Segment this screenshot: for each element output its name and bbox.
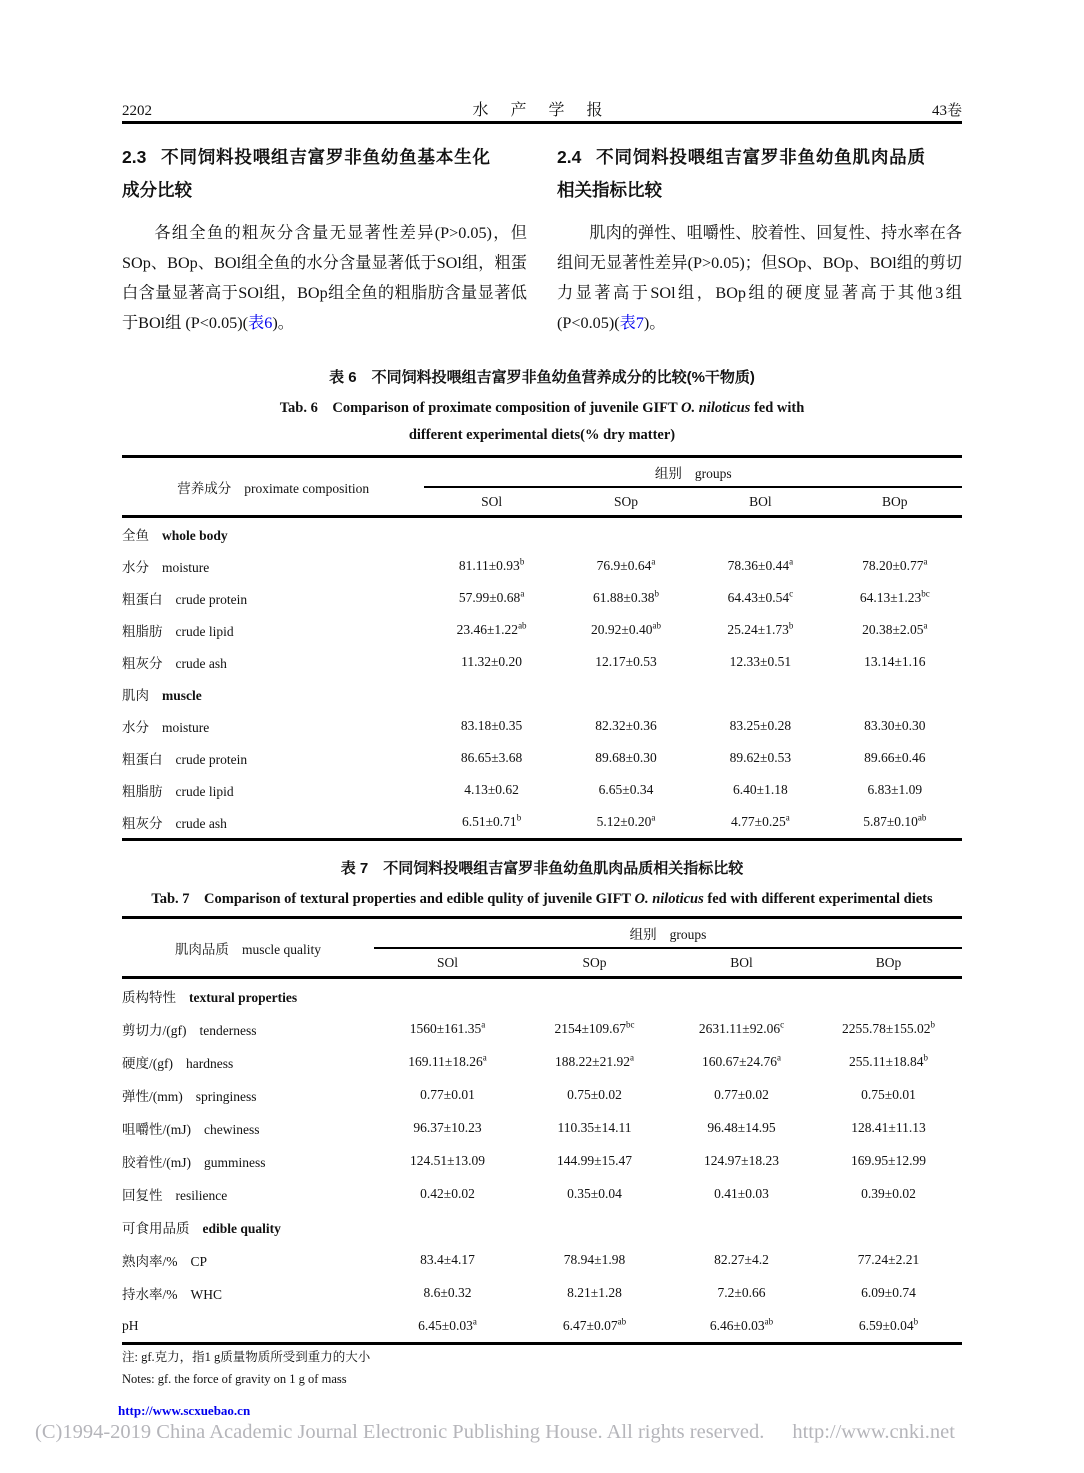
row-label-cell <box>122 710 424 742</box>
section-number: 2.4 <box>557 147 582 167</box>
journal-title: 水 产 学 报 <box>472 102 612 119</box>
significance-superscript: b <box>519 556 525 567</box>
value-cell: 0.41±0.03 <box>714 1185 769 1201</box>
label-en: crude lipid <box>175 624 234 639</box>
groups-zh: 组别 <box>629 927 657 942</box>
groups-en: groups <box>694 466 732 481</box>
table6-caption <box>122 366 962 449</box>
caption-text: fed with different experimental diets <box>703 891 933 907</box>
row-label-cell <box>122 1045 374 1078</box>
significance-superscript: bc <box>626 1019 635 1029</box>
label-en: CP <box>190 1253 208 1269</box>
groups-zh: 组别 <box>654 466 682 481</box>
value-cell: 78.94±1.98 <box>563 1251 626 1267</box>
section-title: 不同饲料投喂组吉富罗非鱼幼鱼肌肉品质相关指标比较 <box>557 147 925 200</box>
label-zh: 水分 <box>122 560 149 575</box>
table6-proximate-composition <box>122 455 962 841</box>
cnki-link: http://www.cnki.net <box>792 1421 955 1443</box>
value-cell: 188.22±21.92$^a$ <box>555 1052 634 1069</box>
row-label-cell <box>122 550 424 582</box>
label-en: resilience <box>175 1187 228 1203</box>
value-cell: 8.21±1.28 <box>567 1284 622 1300</box>
label-en: WHC <box>190 1286 222 1302</box>
section-title: 不同饲料投喂组吉富罗非鱼幼鱼基本生化成分比较 <box>122 147 490 200</box>
significance-superscript: b <box>923 1052 928 1062</box>
value-cell: 96.37±10.23 <box>413 1119 482 1135</box>
caption-text: Tab. 6 Comparison of proximate composition of juvenile GIFT <box>279 400 682 416</box>
section-heading-2-3 <box>122 141 490 207</box>
label-en: gumminess <box>204 1154 266 1170</box>
table6-caption-en-line2: different experimental diets(% dry matter) <box>408 427 676 443</box>
journal-site-link[interactable]: http://www.scxuebao.cn <box>118 1403 251 1418</box>
table-row <box>122 1276 962 1309</box>
significance-superscript: a <box>651 812 656 823</box>
value-cell: 57.99±0.68$^a$ <box>458 588 525 605</box>
header-rule <box>122 121 962 124</box>
label-en: moisture <box>162 560 210 575</box>
value-cell: 11.32±0.20 <box>461 654 523 669</box>
section-label-cell <box>122 678 962 710</box>
table6-label-header <box>122 457 424 517</box>
value-cell: 83.18±0.35 <box>460 718 523 733</box>
value-cell: 77.24±2.21 <box>857 1251 920 1267</box>
table-row <box>122 710 962 742</box>
row-label-cell <box>122 582 424 614</box>
table-section-row <box>122 1210 962 1243</box>
value-cell: 0.77±0.02 <box>714 1086 769 1102</box>
paragraph-2-4 <box>557 218 962 338</box>
right-column <box>557 141 962 338</box>
column-header-sop: SOp <box>559 487 693 517</box>
value-cell: 6.65±0.34 <box>598 782 654 797</box>
label-zh: 剪切力/(gf) <box>122 1022 187 1038</box>
value-cell: 6.59±0.04$^b$ <box>858 1316 919 1333</box>
value-cell: 4.13±0.62 <box>464 782 519 797</box>
label-en: crude ash <box>175 656 227 671</box>
value-cell: 64.13±1.23$^{bc}$ <box>859 588 930 605</box>
running-head <box>122 97 962 120</box>
row-label-cell <box>122 742 424 774</box>
label-zh: 粗蛋白 <box>122 752 163 767</box>
significance-superscript: a <box>776 1052 781 1062</box>
value-cell: 12.17±0.53 <box>595 654 657 669</box>
value-cell: 64.43±0.54$^c$ <box>727 588 794 605</box>
paragraph-text: )。 <box>643 314 666 332</box>
significance-superscript: ab <box>764 1316 774 1326</box>
table7-group-header-row <box>122 918 962 949</box>
significance-superscript: b <box>516 812 522 823</box>
table7-notes <box>122 1346 962 1390</box>
table7-caption-en <box>122 886 962 913</box>
value-cell: 5.87±0.10$^{ab}$ <box>863 812 927 829</box>
significance-superscript: a <box>482 1052 487 1062</box>
paragraph-text: )。 <box>272 314 294 332</box>
table-row <box>122 614 962 646</box>
table-row <box>122 1111 962 1144</box>
value-cell: 76.9±0.64$^a$ <box>596 556 656 573</box>
table-row <box>122 646 962 678</box>
value-cell: 6.09±0.74 <box>861 1284 916 1300</box>
table-row <box>122 550 962 582</box>
value-cell: 5.12±0.20$^a$ <box>596 812 656 829</box>
note-zh: 注: gf.克力，指1 g质量物质所受到重力的大小 <box>122 1350 371 1364</box>
table-row <box>122 582 962 614</box>
label-zh: 熟肉率/% <box>122 1253 178 1269</box>
value-cell: 124.51±13.09 <box>410 1152 485 1168</box>
label-zh: 硬度/(gf) <box>122 1055 173 1071</box>
value-cell: 0.35±0.04 <box>567 1185 622 1201</box>
value-cell: 83.25±0.28 <box>729 718 792 733</box>
label-zh: 弹性/(mm) <box>122 1088 183 1104</box>
label-zh: 咀嚼性/(mJ) <box>122 1121 191 1137</box>
label-zh: 肌肉品质 <box>174 941 229 957</box>
row-label-cell <box>122 646 424 678</box>
value-cell: 89.68±0.30 <box>595 750 657 765</box>
table7-caption <box>122 857 962 913</box>
label-zh: 全鱼 <box>122 528 149 543</box>
label-zh: pH <box>122 1317 139 1333</box>
value-cell: 0.75±0.02 <box>567 1086 622 1102</box>
left-column <box>122 141 527 338</box>
copyright-watermark <box>35 1421 1075 1444</box>
table7-caption-zh: 表 7 不同饲料投喂组吉富罗非鱼幼鱼肌肉品质相关指标比较 <box>340 860 744 877</box>
value-cell: 23.46±1.22$^{ab}$ <box>456 620 527 637</box>
table6-body <box>122 517 962 840</box>
row-label-cell <box>122 774 424 806</box>
value-cell: 6.47±0.07$^{ab}$ <box>562 1316 627 1333</box>
significance-superscript: a <box>520 588 525 599</box>
column-header-sol: SOl <box>374 948 521 978</box>
significance-superscript: ab <box>518 620 527 631</box>
label-en: textural properties <box>189 989 298 1005</box>
label-zh: 粗灰分 <box>122 816 163 831</box>
section-label-cell <box>122 978 962 1013</box>
label-en: muscle <box>162 688 202 703</box>
label-en: crude lipid <box>175 784 234 799</box>
value-cell: 2154±109.67$^{bc}$ <box>554 1019 635 1036</box>
value-cell: 6.40±1.18 <box>733 782 788 797</box>
label-en: tenderness <box>199 1022 257 1038</box>
value-cell: 83.4±4.17 <box>420 1251 475 1267</box>
table-section-row <box>122 678 962 710</box>
table7-link[interactable]: 表7 <box>619 314 644 332</box>
value-cell: 144.99±15.47 <box>557 1152 632 1168</box>
significance-superscript: a <box>472 1316 477 1326</box>
label-zh: 可食用品质 <box>122 1220 190 1236</box>
value-cell: 82.27±4.2 <box>714 1251 769 1267</box>
section-label-cell <box>122 1210 962 1243</box>
column-header-sop: SOp <box>521 948 668 978</box>
label-en: crude protein <box>175 752 248 767</box>
label-zh: 质构特性 <box>122 989 176 1005</box>
paragraph-text: 各组全鱼的粗灰分含量无显著性差异(P>0.05)，但SOp、BOp、BOl组全鱼的水分含量显著低于SOl组，粗蛋白含量显著高于SOl组，BOp组全鱼的粗脂肪含量显著低于BOl组 (P<0.05)( <box>122 224 527 332</box>
section-label-cell <box>122 517 962 551</box>
value-cell: 2255.78±155.02$^b$ <box>842 1019 935 1036</box>
value-cell: 124.97±18.23 <box>704 1152 779 1168</box>
label-en: crude protein <box>175 592 248 607</box>
column-header-bol: BOl <box>693 487 827 517</box>
column-header-bop: BOp <box>815 948 962 978</box>
label-en: edible quality <box>202 1220 281 1236</box>
species-name: O. niloticus <box>681 400 751 416</box>
table6-caption-zh: 表 6 不同饲料投喂组吉富罗非鱼幼鱼营养成分的比较(%干物质) <box>329 369 755 386</box>
value-cell: 160.67±24.76$^a$ <box>702 1052 781 1069</box>
label-zh: 持水率/% <box>122 1286 178 1302</box>
table-section-row <box>122 517 962 551</box>
table6-link[interactable]: 表6 <box>248 314 273 332</box>
page-number: 2202 <box>122 103 152 119</box>
significance-superscript: a <box>789 556 794 567</box>
table-row <box>122 1078 962 1111</box>
value-cell: 12.33±0.51 <box>729 654 792 669</box>
groups-header <box>374 918 962 949</box>
significance-superscript: ab <box>652 620 661 631</box>
row-label-cell <box>122 1177 374 1210</box>
label-en: muscle quality <box>241 941 322 957</box>
value-cell: 169.11±18.26$^a$ <box>408 1052 487 1069</box>
value-cell: 128.41±11.13 <box>851 1119 926 1135</box>
note-en: Notes: gf. the force of gravity on 1 g of mass <box>122 1372 347 1386</box>
significance-superscript: b <box>788 620 794 631</box>
value-cell: 0.77±0.01 <box>420 1086 475 1102</box>
significance-superscript: ab <box>617 1316 627 1326</box>
table7-body <box>122 978 962 1344</box>
label-zh: 粗蛋白 <box>122 592 163 607</box>
value-cell: 13.14±1.16 <box>864 654 926 669</box>
table7-label-header <box>122 918 374 978</box>
table-row <box>122 1243 962 1276</box>
row-label-cell <box>122 1012 374 1045</box>
value-cell: 6.46±0.03$^{ab}$ <box>709 1316 774 1333</box>
value-cell: 78.20±0.77$^a$ <box>862 556 928 573</box>
row-label-cell <box>122 1276 374 1309</box>
row-label-cell <box>122 1243 374 1276</box>
column-header-sol: SOl <box>424 487 558 517</box>
value-cell: 78.36±0.44$^a$ <box>727 556 794 573</box>
label-en: hardness <box>186 1055 234 1071</box>
label-en: chewiness <box>204 1121 260 1137</box>
significance-superscript: a <box>651 556 656 567</box>
value-cell: 0.42±0.02 <box>420 1185 475 1201</box>
table7-muscle-quality <box>122 916 962 1345</box>
column-header-bop: BOp <box>828 487 962 517</box>
label-en: springiness <box>195 1088 257 1104</box>
table-row <box>122 1045 962 1078</box>
value-cell: 6.51±0.71$^b$ <box>462 812 522 829</box>
row-label-cell <box>122 806 424 840</box>
label-zh: 回复性 <box>122 1187 163 1203</box>
copyright-text: (C)1994-2019 China Academic Journal Electronic Publishing House. All rights reserved. <box>35 1421 765 1443</box>
value-cell: 20.38±2.05$^a$ <box>862 620 928 637</box>
value-cell: 8.6±0.32 <box>423 1284 472 1300</box>
significance-superscript: a <box>785 812 790 823</box>
paragraph-2-3 <box>122 218 527 338</box>
row-label-cell <box>122 1309 374 1344</box>
table-row <box>122 742 962 774</box>
significance-superscript: c <box>780 1019 785 1029</box>
caption-text: Tab. 7 Comparison of textural properties and edible qulity of juvenile GIFT <box>151 891 635 907</box>
table-row <box>122 1309 962 1344</box>
volume-label: 43卷 <box>931 103 962 119</box>
value-cell: 82.32±0.36 <box>595 718 657 733</box>
row-label-cell <box>122 1078 374 1111</box>
label-zh: 水分 <box>122 720 149 735</box>
label-zh: 胶着性/(mJ) <box>122 1154 191 1170</box>
table-section-row <box>122 978 962 1013</box>
value-cell: 0.39±0.02 <box>861 1185 916 1201</box>
value-cell: 110.35±14.11 <box>557 1119 632 1135</box>
value-cell: 89.66±0.46 <box>864 750 926 765</box>
value-cell: 0.75±0.01 <box>861 1086 916 1102</box>
table6-caption-en <box>122 395 962 422</box>
value-cell: 4.77±0.25$^a$ <box>731 812 790 829</box>
value-cell: 2631.11±92.06$^c$ <box>698 1019 785 1036</box>
caption-text: fed with <box>750 400 805 416</box>
label-zh: 营养成分 <box>177 480 232 496</box>
significance-superscript: bc <box>921 588 930 599</box>
label-en: proximate composition <box>244 480 370 496</box>
significance-superscript: a <box>481 1019 486 1029</box>
label-zh: 粗脂肪 <box>122 624 163 639</box>
species-name: O. niloticus <box>634 891 704 907</box>
column-header-bol: BOl <box>668 948 815 978</box>
label-zh: 粗脂肪 <box>122 784 163 799</box>
significance-superscript: a <box>923 620 928 631</box>
value-cell: 7.2±0.66 <box>717 1284 766 1300</box>
table-row <box>122 774 962 806</box>
section-number: 2.3 <box>122 147 147 167</box>
label-zh: 肌肉 <box>122 688 149 703</box>
value-cell: 86.65±3.68 <box>460 750 523 765</box>
significance-superscript: ab <box>917 812 927 823</box>
value-cell: 255.11±18.84$^b$ <box>849 1052 928 1069</box>
groups-en: groups <box>669 927 707 942</box>
table6-group-header-row <box>122 457 962 488</box>
groups-header <box>424 457 962 488</box>
value-cell: 61.88±0.38$^b$ <box>593 588 659 605</box>
value-cell: 83.30±0.30 <box>864 718 926 733</box>
row-label-cell <box>122 1144 374 1177</box>
table-row <box>122 1012 962 1045</box>
significance-superscript: b <box>654 588 659 599</box>
value-cell: 81.11±0.93$^b$ <box>458 556 525 573</box>
significance-superscript: c <box>789 588 794 599</box>
label-en: whole body <box>162 528 228 543</box>
row-label-cell <box>122 614 424 646</box>
value-cell: 89.62±0.53 <box>729 750 792 765</box>
value-cell: 169.95±12.99 <box>851 1152 926 1168</box>
row-label-cell <box>122 1111 374 1144</box>
significance-superscript: b <box>930 1019 935 1029</box>
label-en: crude ash <box>175 816 227 831</box>
value-cell: 20.92±0.40$^{ab}$ <box>591 620 661 637</box>
value-cell: 96.48±14.95 <box>707 1119 776 1135</box>
table-row <box>122 1177 962 1210</box>
value-cell: 6.83±1.09 <box>867 782 923 797</box>
significance-superscript: a <box>629 1052 634 1062</box>
value-cell: 1560±161.35$^a$ <box>409 1019 486 1036</box>
label-zh: 粗灰分 <box>122 656 163 671</box>
value-cell: 6.45±0.03$^a$ <box>418 1316 477 1333</box>
significance-superscript: a <box>923 556 928 567</box>
two-column-body <box>122 141 962 338</box>
table-row <box>122 806 962 840</box>
table-row <box>122 1144 962 1177</box>
paragraph-text: 肌肉的弹性、咀嚼性、胶着性、回复性、持水率在各组间无显著性差异(P>0.05)；但SOp、BOp、BOl组的剪切力显著高于SOl组，BOp组的硬度显著高于其他3组(P<0.05)( <box>557 224 962 332</box>
value-cell: 25.24±1.73$^b$ <box>727 620 794 637</box>
label-en: moisture <box>162 720 210 735</box>
section-heading-2-4 <box>557 141 925 207</box>
significance-superscript: b <box>913 1316 919 1326</box>
